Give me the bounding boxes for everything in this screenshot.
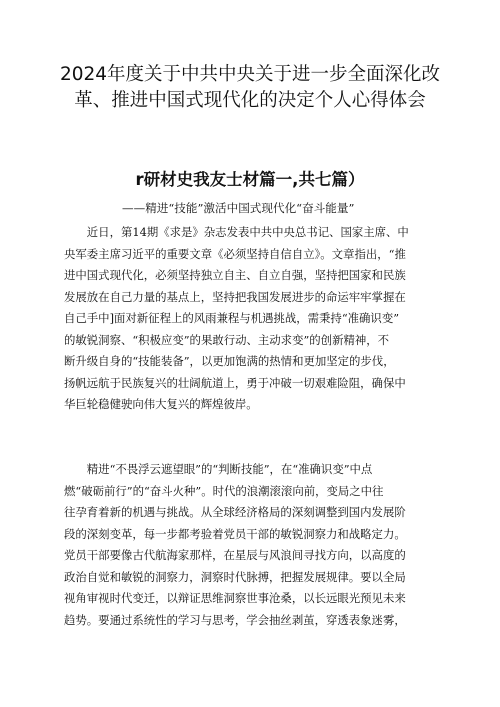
paragraph-line: 自己手中]面对新征程上的风雨兼程与机遇挑战，需秉持“准确识变”	[64, 311, 400, 325]
paragraph-1	[64, 222, 436, 416]
article-subheading: r研材史我友士材篇一,共七篇）	[135, 170, 365, 189]
paragraph-line: 政治自觉和敏锐的洞察力，洞察时代脉搏，把握发展规律。要以全局	[64, 569, 406, 584]
paragraph-line: 发展放在自己力量的基点上，坚持把我国发展进步的命运牢牢掌握在	[64, 289, 406, 304]
paragraph-line: 央军委主席习近平的重要文章《必须坚持自信自立》。文章指出，“推	[64, 246, 406, 261]
paragraph-line: 党员干部要像古代航海家那样，在星辰与风浪间寻找方向，以高度的	[64, 548, 406, 562]
paragraph-line: 往孕育着新的机遇与挑战。从全球经济格局的深刻调整到国内发展阶	[64, 505, 406, 519]
article-byline: ——精进“技能”激活中国式现代化“奋斗能量”	[122, 201, 355, 215]
paragraph-line: 趋势。要通过系统性的学习与思考，学会抽丝剥茧，穿透表象迷雾，	[64, 612, 406, 627]
paragraph-line: 视角审视时代变迁，以辩证思维洞察世事沧桑，以长远眼光预见未来	[64, 591, 406, 605]
paragraph-2	[64, 459, 436, 631]
paragraph-line: 段的深刻变革，每一步都考验着党员干部的敏锐洞察力和战略定力。	[64, 526, 406, 541]
paragraph-line: 的敏锐洞察、“积极应变”的果敢行动、主动求变”的创新精神，不	[64, 332, 390, 347]
paragraph-line: 扬帆远航于民族复兴的壮阔航道上，勇于冲破一切艰难险阻，确保中	[64, 375, 406, 390]
paragraph-line: 近日，第14期《求是》杂志发表中共中央总书记、国家主席、中	[64, 225, 409, 239]
paragraph-line: 华巨轮稳健驶向伟大复兴的辉煌彼岸。	[64, 397, 258, 411]
paragraph-line: 燃“破砺前行”的“奋斗火种”。时代的浪潮滚滚向前，变局之中往	[64, 483, 384, 498]
paragraph-line: 精进“不畏浮云遮望眼”的“判断技能”，在“准确识变”中点	[64, 462, 373, 476]
document-title: 2024年度关于中共中央关于进一步全面深化改革、推进中国式现代化的决定个人心得体会	[59, 64, 441, 111]
paragraph-line: 进中国式现代化，必须坚持独立自主、自立自强，坚持把国家和民族	[64, 268, 406, 282]
paragraph-line: 断升级自身的“技能装备”，以更加饱满的热情和更加坚定的步伐，	[64, 354, 395, 368]
